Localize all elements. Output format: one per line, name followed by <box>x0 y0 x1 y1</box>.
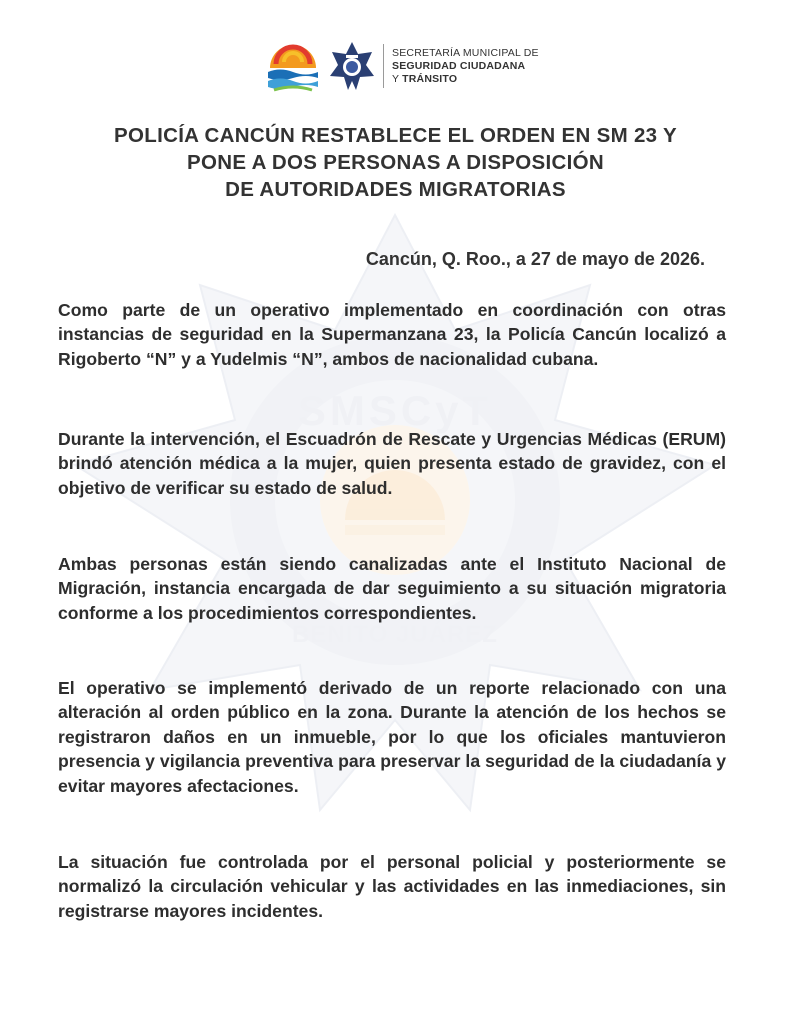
watermark-municipality: BENITO JUÁREZ <box>292 621 498 648</box>
org-line-2: SEGURIDAD CIUDADANA <box>392 59 526 72</box>
org-line-3-bold: TRÁNSITO <box>402 72 458 85</box>
title-line-3: DE AUTORIDADES MIGRATORIAS <box>225 178 566 201</box>
cancun-logo-icon <box>266 38 320 94</box>
body-paragraph-5: La situación fue controlada por el personal policial y posteriormente se normalizó la circulación vehicular y las actividades en las inmediaciones, sin registrarse mayores incidentes. <box>58 852 726 921</box>
watermark-acronym: SMSCyT <box>297 387 493 434</box>
body-paragraph-1: Como parte de un operativo implementado en coordinación con otras instancias de seguridad en la Supermanzana 23, la Policía Cancún localizó a Rigoberto “N” y a Yudelmis “N”, ambos de nacionalidad cubana. <box>58 300 726 369</box>
dateline: Cancún, Q. Roo., a 27 de mayo de 2026. <box>365 249 705 269</box>
body-paragraph-4: El operativo se implementó derivado de un reporte relacionado con una alteración al orden público en la zona. Durante la atención de los hechos se registraron daños en un inmueble, por lo que los oficiales mantuvieron presencia y vigilancia preventiva para preservar la seguridad de la ciudadanía y evitar mayores afectaciones. <box>58 678 726 796</box>
title-line-1: POLICÍA CANCÚN RESTABLECE EL ORDEN EN SM 23 Y <box>114 124 677 147</box>
press-release-title <box>40 122 751 203</box>
org-name <box>392 47 539 86</box>
body-paragraph-3: Ambas personas están siendo canalizadas ante el Instituto Nacional de Migración, instancia encargada de dar seguimiento a su situación migratoria conforme a los procedimientos correspondientes. <box>58 554 726 623</box>
header-divider <box>383 44 384 88</box>
body-paragraph-2: Durante la intervención, el Escuadrón de Rescate y Urgencias Médicas (ERUM) brindó atención médica a la mujer, quien presenta estado de gravidez, con el objetivo de verificar su estado de salud. <box>58 429 726 498</box>
org-line-1: SECRETARÍA MUNICIPAL DE <box>392 46 539 59</box>
header <box>266 36 539 96</box>
police-badge-icon <box>328 40 376 92</box>
org-line-3-prefix: Y <box>392 72 400 85</box>
title-line-2: PONE A DOS PERSONAS A DISPOSICIÓN <box>187 151 604 174</box>
